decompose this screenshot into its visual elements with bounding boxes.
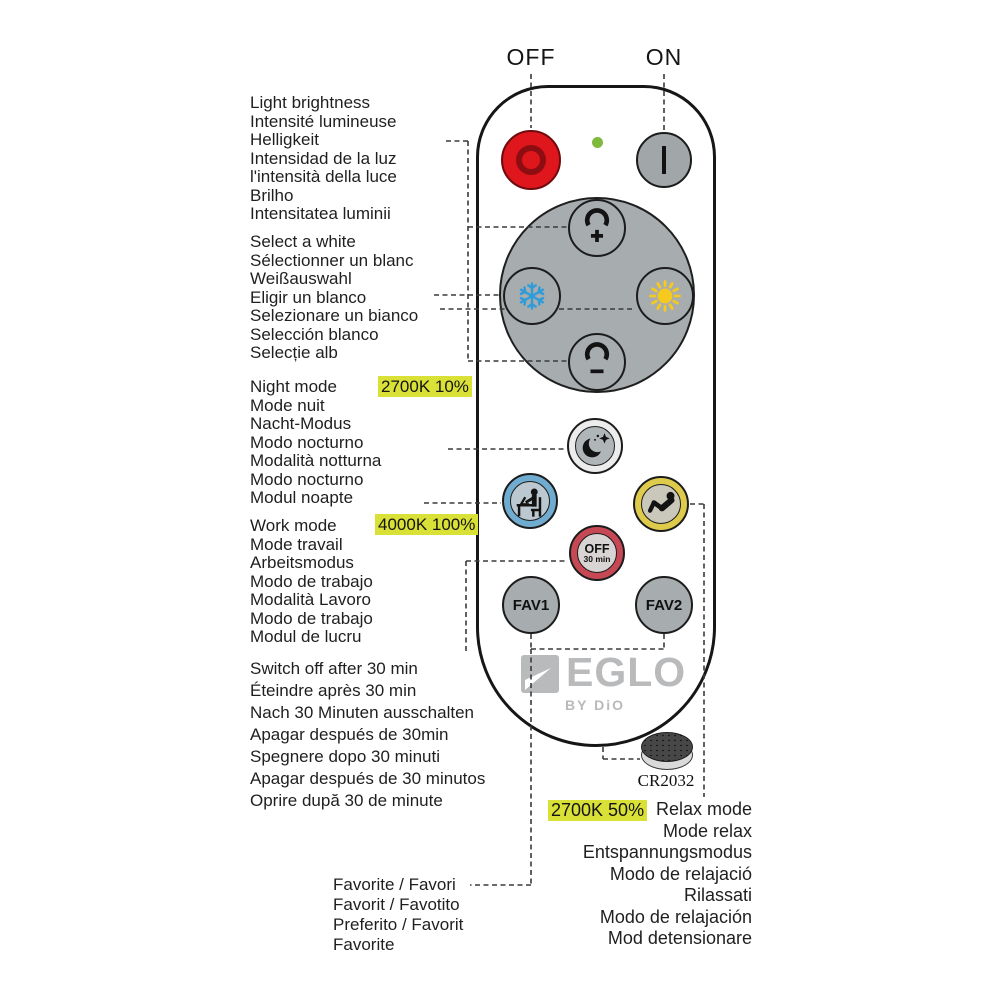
eglo-logo-text: EGLO bbox=[566, 649, 687, 695]
label-switch-off bbox=[250, 658, 485, 812]
label-line: Arbeitsmodus bbox=[250, 553, 354, 572]
label-line: Mode relax bbox=[662, 820, 752, 841]
label-line: Modul noapte bbox=[250, 488, 354, 507]
label-line: Modo nocturno bbox=[250, 469, 364, 489]
label-light-brightness bbox=[250, 94, 397, 224]
label-line: Eligir un blanco bbox=[250, 287, 367, 307]
label-line: Relax mode bbox=[655, 799, 752, 819]
on-label: ON bbox=[645, 44, 683, 70]
label-line: Rilassati bbox=[683, 885, 752, 905]
label-line: Modalità notturna bbox=[250, 451, 382, 470]
label-night-mode bbox=[250, 378, 381, 508]
label-line: Éteindre après 30 min bbox=[250, 681, 417, 700]
label-favorite bbox=[333, 875, 463, 955]
sun-icon bbox=[638, 267, 692, 325]
eglo-logo-byline: BY DiO bbox=[565, 697, 625, 713]
label-line: l'intensità della luce bbox=[250, 167, 397, 186]
led-indicator bbox=[592, 137, 603, 148]
label-line: Favorite bbox=[333, 935, 395, 954]
power-on-button[interactable] bbox=[636, 132, 692, 188]
off-30min-button[interactable] bbox=[569, 525, 625, 581]
off30-label-line1: OFF bbox=[584, 541, 610, 556]
night-mode-button[interactable] bbox=[567, 418, 623, 474]
coin-battery-icon bbox=[641, 732, 693, 772]
moon-icon bbox=[576, 426, 614, 466]
cool-white-button[interactable] bbox=[503, 267, 561, 325]
label-line: Mode nuit bbox=[250, 395, 325, 415]
label-line: Selección blanco bbox=[250, 324, 379, 344]
label-line: Apagar después de 30min bbox=[250, 725, 449, 744]
label-line: Favorite / Favori bbox=[333, 875, 456, 894]
off30-label-line2: 30 min bbox=[583, 553, 611, 564]
label-line: Sélectionner un blanc bbox=[250, 250, 414, 270]
label-line: Work mode bbox=[250, 516, 337, 535]
brightness-up-button[interactable] bbox=[568, 199, 626, 257]
label-line: Favorit / Favotito bbox=[333, 895, 460, 914]
work-mode-button[interactable] bbox=[502, 473, 558, 529]
fav2-button[interactable] bbox=[635, 576, 693, 634]
label-line: Switch off after 30 min bbox=[250, 659, 418, 678]
circle-icon bbox=[516, 145, 546, 175]
label-line: Mode travail bbox=[250, 534, 343, 554]
label-line: Modo de relajació bbox=[609, 863, 752, 884]
label-line: Select a white bbox=[250, 232, 356, 251]
label-line: Mod detensionare bbox=[607, 928, 752, 948]
highlight-relax-value: 2700K 50% bbox=[548, 800, 647, 821]
snowflake-icon bbox=[505, 267, 559, 325]
label-line: Modo de trabajo bbox=[250, 571, 373, 591]
label-line: Nach 30 Minuten ausschalten bbox=[250, 703, 474, 722]
label-line: Modalità Lavoro bbox=[250, 590, 371, 609]
label-relax-mode bbox=[583, 799, 752, 950]
label-work-mode bbox=[250, 517, 373, 647]
label-line: Brilho bbox=[250, 185, 294, 205]
label-line: Weißauswahl bbox=[250, 269, 352, 288]
label-line: Entspannungsmodus bbox=[582, 842, 752, 862]
label-line: Intensité lumineuse bbox=[250, 111, 397, 131]
label-line: Modo de trabajo bbox=[250, 608, 373, 628]
fav1-label: FAV1 bbox=[512, 596, 550, 614]
off-label: OFF bbox=[506, 44, 556, 70]
label-line: Modo de relajación bbox=[599, 906, 752, 927]
label-line: Selecție alb bbox=[250, 343, 338, 362]
label-line: Helligkeit bbox=[250, 130, 319, 149]
label-select-white bbox=[250, 233, 418, 363]
dim-plus-icon bbox=[570, 199, 624, 257]
brightness-down-button[interactable] bbox=[568, 333, 626, 391]
fav2-label: FAV2 bbox=[645, 596, 683, 614]
label-line: Apagar después de 30 minutos bbox=[250, 769, 486, 788]
fav1-button[interactable] bbox=[502, 576, 560, 634]
dim-minus-icon bbox=[570, 333, 624, 391]
power-off-button[interactable] bbox=[501, 130, 561, 190]
label-line: Preferito / Favorit bbox=[333, 915, 464, 934]
highlight-work-value: 4000K 100% bbox=[375, 514, 478, 535]
label-line: Spegnere dopo 30 minuti bbox=[250, 747, 440, 766]
label-line: Oprire după 30 de minute bbox=[250, 791, 443, 810]
reclining-person-icon bbox=[642, 484, 680, 524]
warm-white-button[interactable] bbox=[636, 267, 694, 325]
label-line: Nacht-Modus bbox=[250, 414, 352, 433]
label-line: Modul de lucru bbox=[250, 627, 362, 646]
label-line: Intensidad de la luz bbox=[250, 148, 397, 168]
highlight-night-value: 2700K 10% bbox=[378, 376, 472, 397]
label-line: Light brightness bbox=[250, 93, 371, 112]
battery-label: CR2032 bbox=[637, 771, 695, 790]
person-at-desk-icon bbox=[511, 481, 549, 521]
label-line: Night mode bbox=[250, 377, 337, 396]
label-line: Modo nocturno bbox=[250, 432, 364, 452]
power-bar-icon bbox=[662, 146, 666, 174]
relax-mode-button[interactable] bbox=[633, 476, 689, 532]
label-line: Intensitatea luminii bbox=[250, 204, 391, 223]
label-line: Selezionare un bianco bbox=[250, 306, 419, 325]
